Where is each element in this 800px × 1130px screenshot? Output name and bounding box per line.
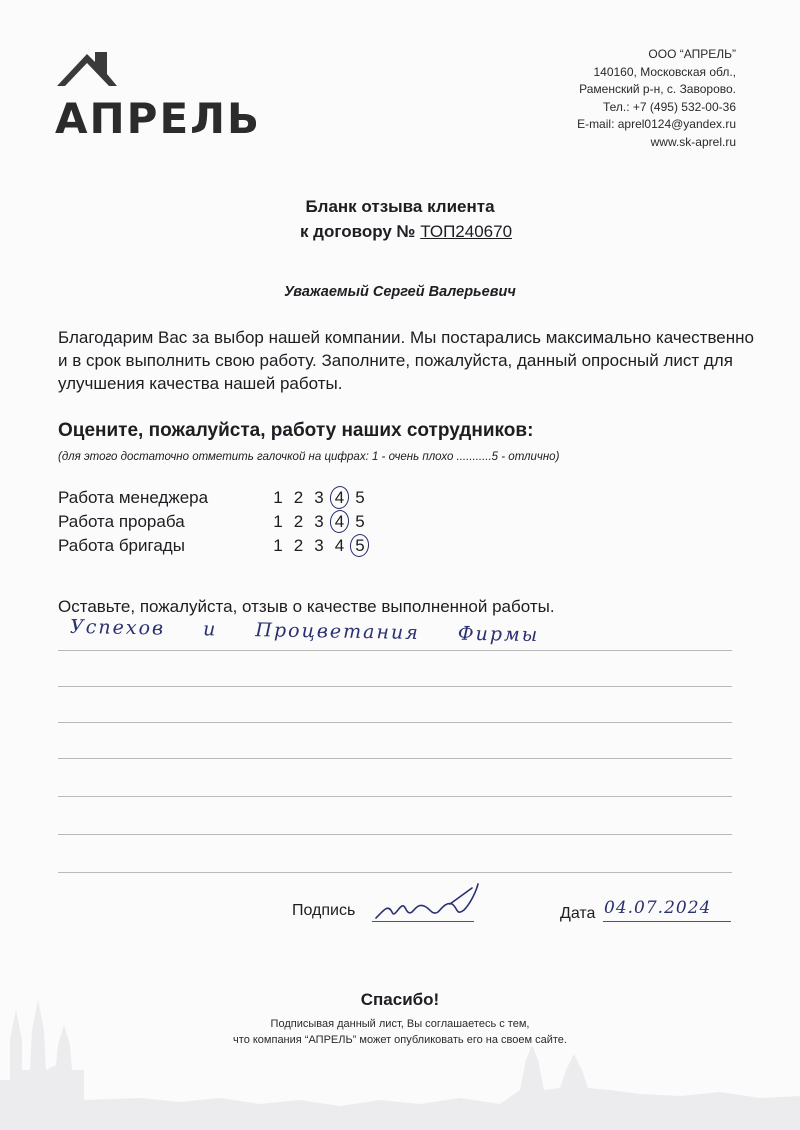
company-logo xyxy=(55,48,265,143)
consent-line-2: что компания “АПРЕЛЬ” может опубликовать его на своем сайте. xyxy=(233,1034,567,1046)
rating-hint: (для этого достаточно отметить галочкой на цифрах: 1 - очень плохо ...........5 - отлично) xyxy=(58,451,560,463)
contract-number: ТОП240670 xyxy=(420,222,513,241)
moscow-skyline-watermark xyxy=(0,970,800,1130)
website: www.sk-aprel.ru xyxy=(650,134,736,149)
rating-label: Работа прораба xyxy=(58,512,185,531)
rating-option-5: 5 xyxy=(350,536,370,556)
rating-option-5: 5 xyxy=(355,488,365,507)
writing-line xyxy=(58,872,732,873)
handwritten-signature xyxy=(372,880,482,924)
email: E-mail: aprel0124@yandex.ru xyxy=(577,117,736,131)
address-line-1: 140160, Московская обл., xyxy=(593,64,736,79)
intro-text: Благодарим Вас за выбор нашей компании. Мы постарались максимально качественно и в срок выполнить свою работу. Заполните, пожалуйста, данный опросный лист для улучшения качества нашей работы. xyxy=(58,328,754,393)
rating-label: Работа менеджера xyxy=(58,488,209,507)
feedback-prompt: Оставьте, пожалуйста, отзыв о качестве выполненной работы. xyxy=(58,597,555,616)
rating-option-4: 4 xyxy=(334,536,345,555)
writing-line xyxy=(58,834,732,835)
date-line xyxy=(603,921,731,922)
rating-option-4: 4 xyxy=(330,488,350,508)
rating-option-5: 5 xyxy=(355,512,365,531)
rating-option-1: 1 xyxy=(273,512,283,531)
date-value: 04.07.2024 xyxy=(604,898,712,918)
writing-line xyxy=(58,722,732,723)
rating-option-3: 3 xyxy=(314,512,324,531)
rating-option-2: 2 xyxy=(293,536,304,555)
phone: Тел.: +7 (495) 532-00-36 xyxy=(602,99,736,114)
address-line-2: Раменский р-н, с. Заворово. xyxy=(579,82,736,96)
company-info xyxy=(436,46,736,151)
greeting: Уважаемый Сергей Валерьевич xyxy=(284,284,516,300)
writing-line xyxy=(58,758,732,759)
rating-option-1: 1 xyxy=(273,488,283,507)
signature-label: Подпись xyxy=(292,902,356,919)
title-line-2 xyxy=(6,219,800,244)
form-title xyxy=(0,194,800,244)
writing-line xyxy=(58,686,732,687)
thanks-text: Спасибо! xyxy=(360,990,440,1009)
rating-option-3: 3 xyxy=(314,536,324,555)
rating-option-3: 3 xyxy=(314,488,324,507)
writing-line xyxy=(58,796,732,797)
date-label: Дата xyxy=(560,905,596,922)
rating-heading: Оцените, пожалуйста, работу наших сотрудников: xyxy=(58,420,534,441)
rating-option-2: 2 xyxy=(293,488,304,507)
rating-label: Работа бригады xyxy=(58,536,185,555)
rating-option-2: 2 xyxy=(293,512,304,531)
rating-option-1: 1 xyxy=(273,536,283,555)
contract-prefix: к договору № xyxy=(299,222,416,241)
handwritten-feedback: Успехов и Процветания Фирмы xyxy=(69,615,540,647)
title-line-1: Бланк отзыва клиента xyxy=(305,197,495,216)
house-roof-icon xyxy=(57,48,127,88)
consent-line-1: Подписывая данный лист, Вы соглашаетесь с тем, xyxy=(270,1018,530,1030)
rating-option-4: 4 xyxy=(330,512,350,532)
writing-line xyxy=(58,650,732,651)
logo-wordmark: АПРЕЛЬ xyxy=(55,94,262,143)
company-name: ООО “АПРЕЛЬ” xyxy=(648,47,736,61)
